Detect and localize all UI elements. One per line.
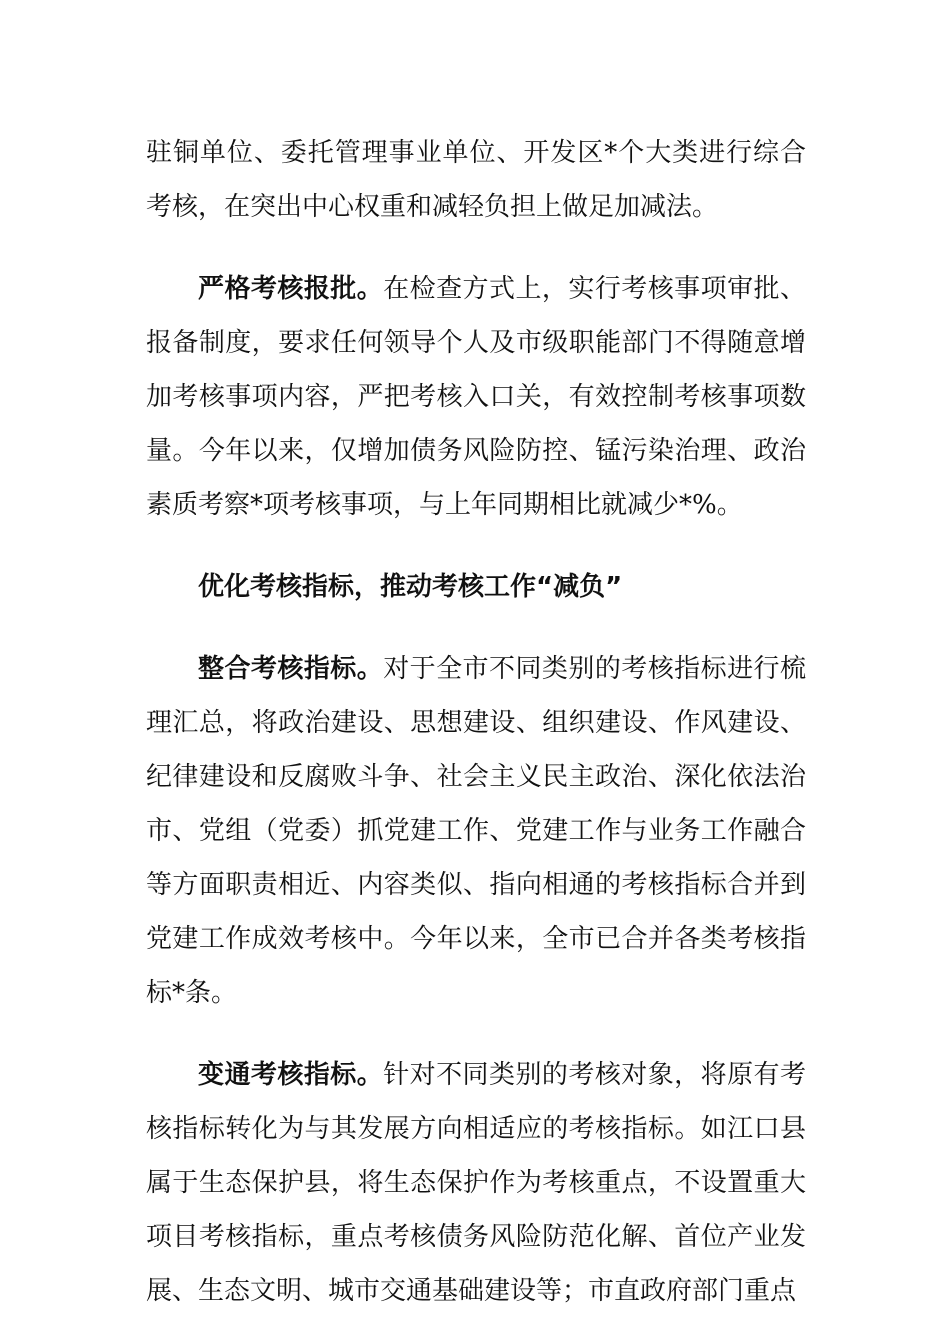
paragraph-text: 在检查方式上，实行考核事项审批、报备制度，要求任何领导个人及市级职能部门不得随意增加考核事项内容，严把考核入口关，有效控制考核事项数量。今年以来，仅增加债务风险防控、锰污染治理、政治素质考察*项考核事项，与上年同期相比就减少*%。 <box>146 274 806 520</box>
document-body <box>146 126 806 1318</box>
paragraph-continuation <box>146 126 806 234</box>
paragraph-lead: 整合考核指标。 <box>198 654 384 684</box>
paragraph-text: 对于全市不同类别的考核指标进行梳理汇总，将政治建设、思想建设、组织建设、作风建设、纪律建设和反腐败斗争、社会主义民主政治、深化依法治市、党组（党委）抓党建工作、党建工作与业务工作融合等方面职责相近、内容类似、指向相通的考核指标合并到党建工作成效考核中。今年以来，全市已合并各类考核指标*条。 <box>146 654 806 1008</box>
paragraph-text: 针对不同类别的考核对象，将原有考核指标转化为与其发展方向相适应的考核指标。如江口县属于生态保护县，将生态保护作为考核重点，不设置重大项目考核指标，重点考核债务风险防范化解、首位产业发展、生态文明、城市交通基础建设等；市直政府部门重点 <box>146 1060 806 1306</box>
paragraph-integrate-indicators <box>146 642 806 1020</box>
paragraph-lead: 变通考核指标。 <box>198 1060 384 1090</box>
paragraph-strict-review <box>146 262 806 532</box>
paragraph-text: 驻铜单位、委托管理事业单位、开发区*个大类进行综合考核，在突出中心权重和减轻负担上做足加减法。 <box>146 138 806 222</box>
paragraph-lead: 严格考核报批。 <box>198 274 384 304</box>
section-heading: 优化考核指标，推动考核工作“减负” <box>198 572 623 602</box>
paragraph-adapt-indicators <box>146 1048 806 1318</box>
